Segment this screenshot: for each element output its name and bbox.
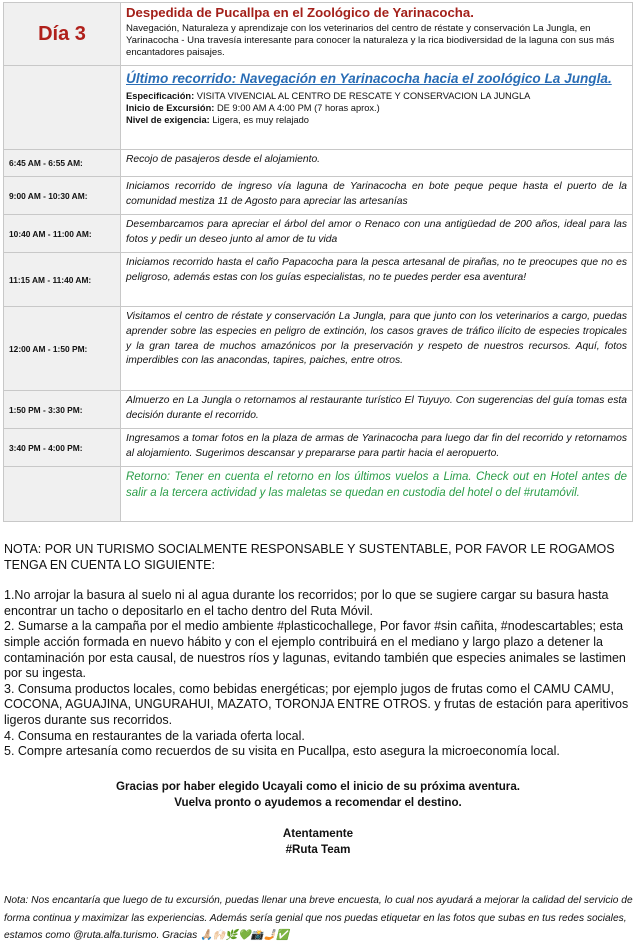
schedule-row (4, 177, 633, 215)
day-label-cell (4, 3, 121, 66)
schedule-row (4, 391, 633, 429)
schedule-time: 11:15 AM - 11:40 AM: (4, 253, 121, 307)
footer-note (4, 892, 634, 945)
day-header-row (4, 3, 633, 66)
last-tour-row (4, 66, 633, 150)
schedule-row (4, 215, 633, 253)
last-tour-details (126, 90, 627, 127)
schedule-row (4, 307, 633, 391)
day-title-cell (121, 3, 633, 66)
thanks-message (4, 779, 632, 810)
day-intro: Navegación, Naturaleza y aprendizaje con los veterinarios del centro de réstate y conservación La Jungla, en Yarinacocha - Una travesía interesante para conocer la naturaleza y la rica biodiversidad de la laguna con sus más encantadores paisajes. (126, 23, 615, 59)
note-item: 2. Sumarse a la campaña por el medio ambiente #plasticochallege, Por favor #sin cañita, #nodescartables; esta simple acción formada en nuevo hábito y con el ejemplo contribuirá en el mediano y largo plazo a detener la contaminación por esta causal, de nuestros ríos y lagunas, evitando también que especies animales se lastimen por su ingesta. (4, 619, 626, 681)
schedule-activity: Iniciamos recorrido hasta el caño Papacocha para la pesca artesanal de pirañas, no te preocupes que no es peligroso, además estas con los guías especialistas, no te puedes perder esa aventura! (121, 253, 633, 307)
schedule-activity: Ingresamos a tomar fotos en la plaza de armas de Yarinacocha para luego dar fin del recorrido y retornamos al alojamiento. Sugerimos descansar y prepararse para partir hacia el aeropuerto. (121, 429, 633, 467)
start-line (126, 102, 627, 114)
note-item: 3. Consuma productos locales, como bebidas energéticas; por ejemplo jugos de frutas como el CAMU CAMU, COCONA, AGUAJINA, UNGURAHUI, MAZATO, TORONJA ENTRE OTROS. y frutas de estación para aperitivos ligeros durante sus recorridos. (4, 681, 629, 727)
notes-title: NOTA: POR UN TURISMO SOCIALMENTE RESPONSABLE Y SUSTENTABLE, POR FAVOR LE ROGAMOS TENGA EN CUENTA LO SIGUIENTE: (4, 542, 615, 572)
thanks-line-2: Vuelva pronto o ayudemos a recomendar el destino. (174, 795, 462, 809)
day-title: Despedida de Pucallpa en el Zoológico de Yarinacocha. (126, 5, 474, 20)
schedule-time: 12:00 AM - 1:50 PM: (4, 307, 121, 391)
spec-label: Especificación: (126, 91, 195, 101)
responsible-tourism-notes (4, 542, 632, 760)
schedule-time: 1:50 PM - 3:30 PM: (4, 391, 121, 429)
note-item: 4. Consuma en restaurantes de la variada oferta local. (4, 728, 305, 743)
spec-line (126, 90, 627, 102)
last-tour-empty-cell (4, 66, 121, 150)
schedule-time: 3:40 PM - 4:00 PM: (4, 429, 121, 467)
footer-text: Nota: Nos encantaría que luego de tu excursión, puedas llenar una breve encuesta, lo cual nos ayudará a mejorar la calidad del servicio de forma continua y maximizar las experiencias. Además sería genial que nos puedas etiquetar en las fotos que subas en tus redes sociales, estamos como @ruta.alfa.turismo. Gracias (4, 895, 633, 941)
start-value: DE 9:00 AM A 4:00 PM (7 horas aprox.) (216, 103, 380, 114)
schedule-activity: Iniciamos recorrido de ingreso vía laguna de Yarinacocha en bote peque peque hasta el puerto de la comunidad mestiza 11 de Agosto para apreciar las artesanías (121, 177, 633, 215)
day-label: Día 3 (38, 22, 86, 45)
sign-line-1: Atentamente (282, 827, 354, 840)
last-tour-cell (121, 66, 633, 150)
signature (4, 826, 632, 857)
sign-line-2: #Ruta Team (285, 842, 351, 856)
schedule-activity: Visitamos el centro de réstate y conservación La Jungla, para que junto con los veterinarios a cargo, puedas aprender sobre las especies en peligro de extinción, los casos graves de tráfico ilícito de especies tropicales y la gran tarea de muchos amazónicos por la preservación y respeto de nuestros recursos. Aquí, fotos imperdibles con las anacondas, tapires, paiches, entre otros. (121, 307, 633, 391)
schedule-activity: Almuerzo en La Jungla o retornamos al restaurante turístico El Tuyuyo. Con sugerencias del guía tomas esta decisión durante el recorrido. (121, 391, 633, 429)
return-note: Retorno: Tener en cuenta el retorno en los últimos vuelos a Lima. Check out en Hotel antes de salir a la tercera actividad y las maletas se quedan en custodia del hotel o del #rutamóvil. (121, 467, 633, 522)
start-label: Inicio de Excursión: (126, 103, 215, 114)
schedule-time: 9:00 AM - 10:30 AM: (4, 177, 121, 215)
schedule-activity: Desembarcamos para apreciar el árbol del amor o Renaco con una antigüedad de 200 años, ideal para las fotos y pedir un deseo junto al amor de tu vida (121, 215, 633, 253)
schedule-time: 10:40 AM - 11:00 AM: (4, 215, 121, 253)
footer-emoji-icons: 🙏🏼🙌🏻🌿💚📸🤳🏻✅ (200, 930, 289, 941)
note-item: 5. Compre artesanía como recuerdos de su visita en Pucallpa, esto asegura la microeconomía local. (4, 744, 560, 759)
schedule-row (4, 150, 633, 177)
spec-value: VISITA VIVENCIAL AL CENTRO DE RESCATE Y CONSERVACION LA JUNGLA (196, 91, 531, 101)
schedule-activity: Recojo de pasajeros desde el alojamiento. (121, 150, 633, 177)
level-label: Nivel de exigencia: (126, 115, 210, 126)
itinerary-table (3, 2, 633, 522)
schedule-time: 6:45 AM - 6:55 AM: (4, 150, 121, 177)
schedule-row (4, 429, 633, 467)
last-tour-link[interactable]: Último recorrido: Navegación en Yarinacocha hacia el zoológico La Jungla. (126, 71, 612, 86)
level-value: Ligera, es muy relajado (212, 115, 309, 126)
level-line (126, 114, 627, 126)
note-item: 1.No arrojar la basura al suelo ni al agua durante los recorridos; por lo que se sugiere cargar su basura hasta encontrar un tacho o depositarlo en el tacho dentro del Ruta Móvil. (4, 588, 609, 618)
schedule-row (4, 253, 633, 307)
thanks-line-1: Gracias por haber elegido Ucayali como el inicio de su próxima aventura. (116, 780, 520, 793)
return-empty-cell (4, 467, 121, 522)
return-row (4, 467, 633, 522)
